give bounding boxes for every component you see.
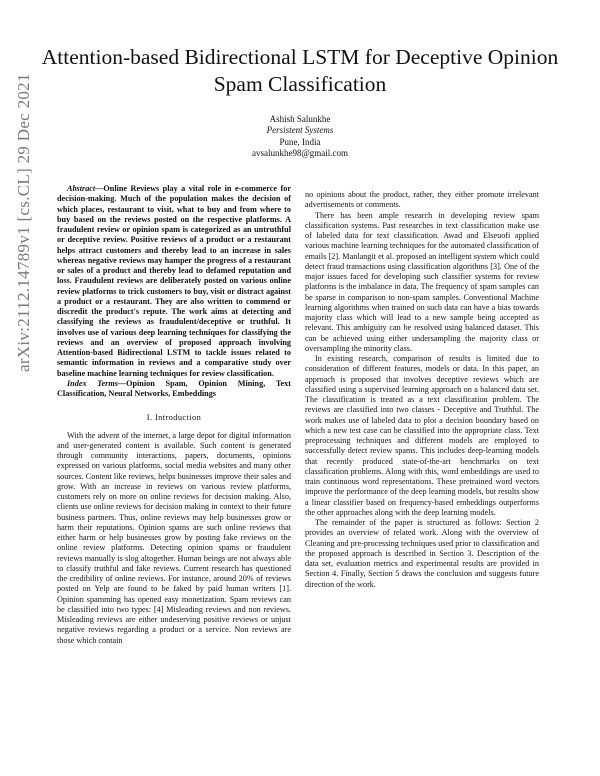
intro-paragraph: There has been ample research in developing review spam classification systems. Past researches in text classification make use of labeled data for text classification. Awad and Elseuofi applied various machine learning techniques for the automated classification of emails [2]. Manlangit et al. proposed an intelligent system which could detect fraud transactions using classification algorithms [3]. One of the major issues faced for developing such classifier systems for review platforms is the imbalance in data. The frequency of spam samples can be sparse in comparison to non-spam samples. Conventional Machine learning algorithms when trained on such data can have a bias towards majority class which will lead to a new sample being accepted as relevant. This ambiguity can be resolved using balanced dataset. This can be achieved using either undersampling the majority class or oversampling the minority class. xyxy=(305,210,539,353)
index-terms xyxy=(57,379,291,400)
left-column xyxy=(57,184,291,646)
index-terms-label: Index Terms xyxy=(67,378,118,388)
abstract-label: Abstract— xyxy=(67,184,104,193)
index-terms-text: —Opinion Spam, Opinion Mining, Text Classification, Neural Networks, Embeddings xyxy=(57,378,291,398)
intro-paragraph: In existing research, comparison of results is limited due to consideration of different features, models or data. In this paper, an approach is proposed that involves deceptive reviews which are classified using a supervised learning approach on a balanced data set. The classification is treated as a text classification problem. The reviews are classified into two classes - Deceptive and Truthful. The work makes use of labeled data to plot a decision boundary based on which a new test case can be classified into the appropriate class. Text preprocessing techniques and different models are employed to successfully detect review spams. This includes deep-learning models that recently produced state-of-the-art benchmarks on text classification problems. Along with this, word embeddings are used to train continuous word representations. These pretrained word vectors improve the performance of the deep learning models, but results show a linear classifier based on frequency-based embeddings outperforms the other approaches along with the deep learning models. xyxy=(305,354,539,517)
author-email: avsalunkhe98@gmail.com xyxy=(251,148,349,159)
section-heading-introduction: I. Introduction xyxy=(146,413,202,423)
paper-title: Attention-based Bidirectional LSTM for Deceptive Opinion Spam Classification xyxy=(41,45,559,96)
arxiv-identifier: arXiv:2112.14789v1 [cs.CL] 29 Dec 2021 xyxy=(14,73,33,372)
author-affiliation: Persistent Systems xyxy=(266,125,334,136)
intro-paragraph-continued: no opinions about the product, rather, they either promote irrelevant advertisements or comments. xyxy=(305,190,539,210)
right-column xyxy=(305,190,539,590)
intro-paragraph: The remainder of the paper is structured as follows: Section 2 provides an overview of related work. Along with the overview of Cleaning and pre-processing techniques used prior to classification and the proposed approach is described in Section 3. Description of the data set, evaluation metrics and experimental results are provided in Section 4. Finally, Section 5 draws the conclusion and suggests future direction of the work. xyxy=(305,518,539,589)
author-name: Ashish Salunkhe xyxy=(269,114,331,124)
author-block xyxy=(150,114,450,160)
author-location: Pune, India xyxy=(279,136,321,147)
abstract xyxy=(57,184,291,379)
abstract-text: Online Reviews play a vital role in e-commerce for decision-making. Much of the population makes the decision of which places, restaurant to visit, what to buy and from where to buy based on the reviews posted on the respective platforms. A fraudulent review or opinion spam is categorized as an untruthful or deceptive review. Positive reviews of a product or a restaurant helps attract customers and thereby lead to an increase in sales whereas negative reviews may hamper the progress of a restaurant or sales of a product and thereby lead to defamed reputation and loss. Fraudulent reviews are deliberately posted on various online review platforms to trick customers to buy, visit or distract against a product or a restaurant. They are also written to commend or discredit the product's repute. The work aims at detecting and classifying the reviews as fraudulent/deceptive or truthful. It involves use of various deep learning techniques for classifying the reviews and an overview of proposed approach involving Attention-based Bidirectional LSTM to tackle issues related to semantic information in reviews and a comparative study over baseline machine learning techniques for review classification. xyxy=(57,184,291,378)
intro-paragraph: With the advent of the internet, a large depot for digital information and user-generated content is available. Such content is generated through community interactions, papers, documents, opinions expressed on various platforms, social media websites and many other sources. Content like reviews, helps businesses improve their sales and grow. With an increase in reviews on various review platforms, customers rely on more on online reviews for decision making. Also, clients use online reviews for decision making in context to their future business partners. Thus, online reviews may help businesses grow or harm their reputations. Opinion spams are such online reviews that either harm or help businesses grow by posting fake reviews on the online review platforms. Detecting opinion spams or fraudulent reviews manually is slog altogether. Human beings are not always able to classify truthful and fake reviews. Current research has questioned the credibility of online reviews. For instance, around 20% of reviews posted on Yelp are found to be faked by paid human writers [1]. Opinion spamming has opened easy monetization. Spam reviews can be classified into two types: [4] Misleading reviews and non reviews. Misleading reviews are either undeserving positive reviews or unjust negative reviews regarding a product or a service. Non reviews are those which contain xyxy=(57,430,291,645)
